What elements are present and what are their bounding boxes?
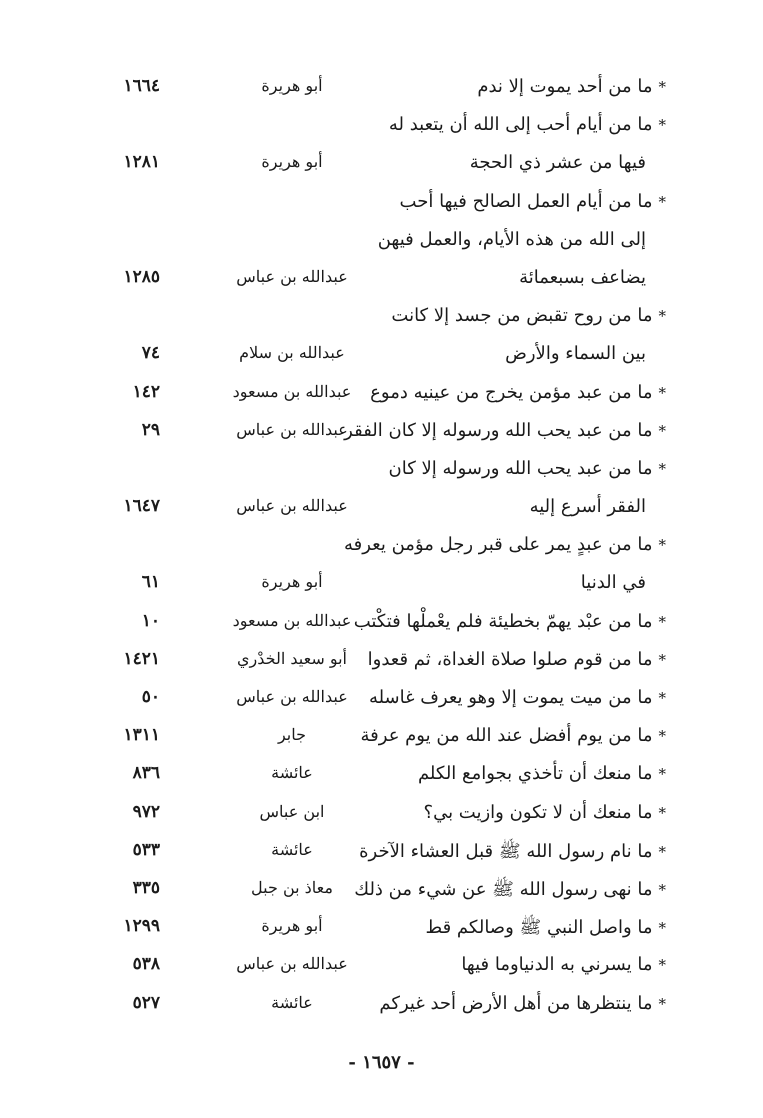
entry-star-marker: * bbox=[658, 956, 666, 975]
narrator-name: عائشة bbox=[271, 839, 313, 859]
hadith-text bbox=[418, 763, 666, 784]
hadith-text-content: بين السماء والأرض bbox=[505, 343, 646, 365]
hadith-index-table bbox=[0, 70, 763, 1025]
hadith-number: ١٠ bbox=[141, 610, 160, 631]
entry-star-marker: * bbox=[658, 78, 666, 96]
hadith-number: ١٤٢ bbox=[132, 381, 160, 402]
index-row bbox=[0, 490, 763, 528]
entry-star-marker: * bbox=[658, 842, 666, 861]
narrator-name: ابن عباس bbox=[259, 801, 325, 821]
index-row bbox=[0, 528, 763, 566]
hadith-text-content: ما من عبد يحب الله ورسوله إلا كان الفقر bbox=[344, 419, 653, 441]
hadith-text-content: ما منعك أن تأخذي بجوامع الكلم bbox=[417, 763, 653, 785]
narrator-name: أبو سعيد الخدْري bbox=[237, 648, 347, 668]
entry-star-marker: * bbox=[658, 536, 666, 555]
hadith-text bbox=[389, 114, 666, 135]
entry-star-marker: * bbox=[658, 307, 666, 326]
entry-star-marker: * bbox=[658, 765, 666, 784]
hadith-text bbox=[461, 954, 666, 975]
hadith-text-content: ما من يوم أفضل عند الله من يوم عرفة bbox=[360, 725, 653, 747]
entry-star-marker: * bbox=[658, 994, 666, 1013]
hadith-text-content: ما يسرني به الدنياوما فيها bbox=[461, 954, 653, 976]
hadith-text bbox=[378, 229, 646, 250]
index-row bbox=[0, 987, 763, 1025]
index-row bbox=[0, 643, 763, 681]
index-row bbox=[0, 108, 763, 146]
narrator-name: عبدالله بن عباس bbox=[236, 687, 348, 706]
hadith-text-content: فيها من عشر ذي الحجة bbox=[469, 152, 646, 174]
index-row bbox=[0, 719, 763, 757]
index-row bbox=[0, 796, 763, 834]
index-row bbox=[0, 872, 763, 910]
index-row bbox=[0, 414, 763, 452]
hadith-number: ١٦٤٧ bbox=[123, 496, 160, 517]
index-row bbox=[0, 223, 763, 261]
index-row bbox=[0, 299, 763, 337]
page-number: - ١٦٥٧ - bbox=[348, 1052, 415, 1073]
entry-star-marker: * bbox=[658, 919, 666, 938]
hadith-text bbox=[370, 382, 666, 403]
hadith-text-content: ما من أحد يموت إلا ندم bbox=[477, 76, 653, 97]
narrator-name: عبدالله بن عباس bbox=[236, 496, 348, 516]
entry-star-marker: * bbox=[658, 116, 666, 135]
narrator-name: معاذ بن جبل bbox=[251, 877, 333, 897]
hadith-text-content: ما من ميت يموت إلا وهو يعرف غاسله bbox=[368, 687, 653, 708]
hadith-text-content: يضاعف بسبعمائة bbox=[519, 266, 646, 288]
hadith-text-content: ما من روح تقبض من جسد إلا كانت bbox=[391, 305, 653, 327]
hadith-number: ٥٢٧ bbox=[132, 992, 160, 1013]
hadith-number: ١٤٢١ bbox=[123, 648, 160, 669]
index-row bbox=[0, 681, 763, 719]
hadith-text bbox=[470, 152, 646, 173]
hadith-text bbox=[369, 687, 666, 708]
narrator-name: جابر bbox=[277, 725, 307, 745]
index-row bbox=[0, 70, 763, 108]
hadith-text bbox=[368, 649, 666, 670]
hadith-text-content: ما من أيام العمل الصالح فيها أحب bbox=[399, 190, 653, 212]
index-row bbox=[0, 605, 763, 643]
index-row bbox=[0, 910, 763, 948]
index-row bbox=[0, 337, 763, 375]
hadith-text-content: ما نام رسول الله ﷺ قبل العشاء الآخرة bbox=[359, 840, 653, 862]
hadith-text-content: ما من أيام أحب إلى الله أن يتعبد له bbox=[388, 114, 653, 136]
hadith-text bbox=[354, 611, 666, 632]
hadith-number: ١٦٦٤ bbox=[123, 76, 160, 96]
hadith-text-content: في الدنيا bbox=[580, 572, 646, 594]
entry-star-marker: * bbox=[658, 650, 666, 669]
hadith-text-content: ما منعك أن لا تكون وازيت بي؟ bbox=[423, 801, 653, 823]
hadith-text bbox=[519, 267, 646, 288]
index-row bbox=[0, 376, 763, 414]
narrator-name: أبو هريرة bbox=[261, 76, 323, 95]
entry-star-marker: * bbox=[658, 803, 666, 822]
index-row bbox=[0, 452, 763, 490]
hadith-text bbox=[581, 572, 646, 593]
narrator-name: أبو هريرة bbox=[261, 572, 323, 592]
entry-star-marker: * bbox=[658, 880, 666, 899]
hadith-text-content: ما من قوم صلوا صلاة الغداة، ثم قعدوا bbox=[367, 648, 653, 670]
hadith-text-content: ما واصل النبي ﷺ وصالكم قط bbox=[425, 917, 653, 939]
hadith-text bbox=[477, 76, 666, 97]
narrator-name: عبدالله بن عباس bbox=[236, 419, 348, 439]
hadith-text-content: ما من عبْد يهمّ بخطيئة فلم يعْملْها فتكْتب bbox=[353, 610, 653, 632]
hadith-text bbox=[391, 305, 666, 326]
narrator-name: عبدالله بن سلام bbox=[239, 343, 345, 363]
hadith-text bbox=[359, 840, 666, 866]
narrator-name: أبو هريرة bbox=[261, 152, 323, 172]
hadith-text-content: الفقر أسرع إليه bbox=[529, 496, 646, 518]
hadith-text bbox=[361, 725, 666, 746]
narrator-name: عبدالله بن عباس bbox=[236, 954, 348, 974]
hadith-text bbox=[424, 802, 666, 823]
hadith-number: ٧٤ bbox=[141, 343, 160, 364]
hadith-text-content: ما من عبد يحب الله ورسوله إلا كان bbox=[388, 457, 653, 479]
hadith-number: ٦١ bbox=[141, 572, 160, 593]
entry-star-marker: * bbox=[658, 192, 666, 211]
narrator-name: عبدالله بن مسعود bbox=[232, 381, 352, 401]
entry-star-marker: * bbox=[658, 421, 666, 440]
hadith-text bbox=[379, 993, 666, 1014]
entry-star-marker: * bbox=[658, 727, 666, 746]
hadith-text bbox=[505, 343, 646, 364]
hadith-number: ٥٣٨ bbox=[132, 954, 160, 975]
entry-star-marker: * bbox=[658, 383, 666, 402]
hadith-number: ٨٣٦ bbox=[132, 763, 160, 784]
narrator-name: أبو هريرة bbox=[261, 916, 323, 936]
hadith-text-content: ما نهى رسول الله ﷺ عن شيء من ذلك bbox=[354, 878, 653, 900]
index-row bbox=[0, 261, 763, 299]
hadith-number: ٥٠ bbox=[141, 687, 160, 707]
hadith-text-content: إلى الله من هذه الأيام، والعمل فيهن bbox=[377, 228, 646, 250]
entry-star-marker: * bbox=[658, 612, 666, 631]
hadith-number: ١٢٨١ bbox=[123, 152, 160, 173]
entry-star-marker: * bbox=[658, 459, 666, 478]
index-row bbox=[0, 834, 763, 872]
index-row bbox=[0, 185, 763, 223]
hadith-number: ٩٧٢ bbox=[132, 801, 160, 822]
hadith-number: ١٢٨٥ bbox=[123, 266, 160, 287]
entry-star-marker: * bbox=[658, 689, 666, 707]
hadith-text bbox=[530, 496, 646, 517]
hadith-number: ١٢٩٩ bbox=[123, 916, 160, 937]
narrator-name: عبدالله بن مسعود bbox=[232, 610, 352, 630]
narrator-name: عائشة bbox=[271, 992, 313, 1012]
hadith-text bbox=[344, 420, 666, 441]
hadith-text-content: ما من عبد مؤمن يخرج من عينيه دموع bbox=[370, 381, 653, 403]
index-row bbox=[0, 948, 763, 986]
index-row bbox=[0, 566, 763, 604]
index-row bbox=[0, 146, 763, 184]
hadith-number: ١٣١١ bbox=[123, 725, 160, 746]
hadith-number: ٣٣٥ bbox=[132, 877, 160, 898]
hadith-text bbox=[400, 191, 666, 212]
narrator-name: عبدالله بن عباس bbox=[236, 266, 348, 286]
hadith-text bbox=[389, 458, 666, 479]
hadith-text bbox=[354, 878, 666, 904]
hadith-text bbox=[344, 534, 666, 555]
hadith-number: ٥٣٣ bbox=[132, 839, 160, 860]
hadith-text-content: ما من عبدٍ يمر على قبر رجل مؤمن يعرفه bbox=[344, 534, 653, 556]
hadith-text-content: ما ينتظرها من أهل الأرض أحد غيركم bbox=[379, 992, 653, 1014]
narrator-name: عائشة bbox=[271, 763, 313, 783]
index-row bbox=[0, 757, 763, 795]
hadith-text bbox=[426, 916, 667, 942]
hadith-number: ٢٩ bbox=[141, 419, 160, 440]
